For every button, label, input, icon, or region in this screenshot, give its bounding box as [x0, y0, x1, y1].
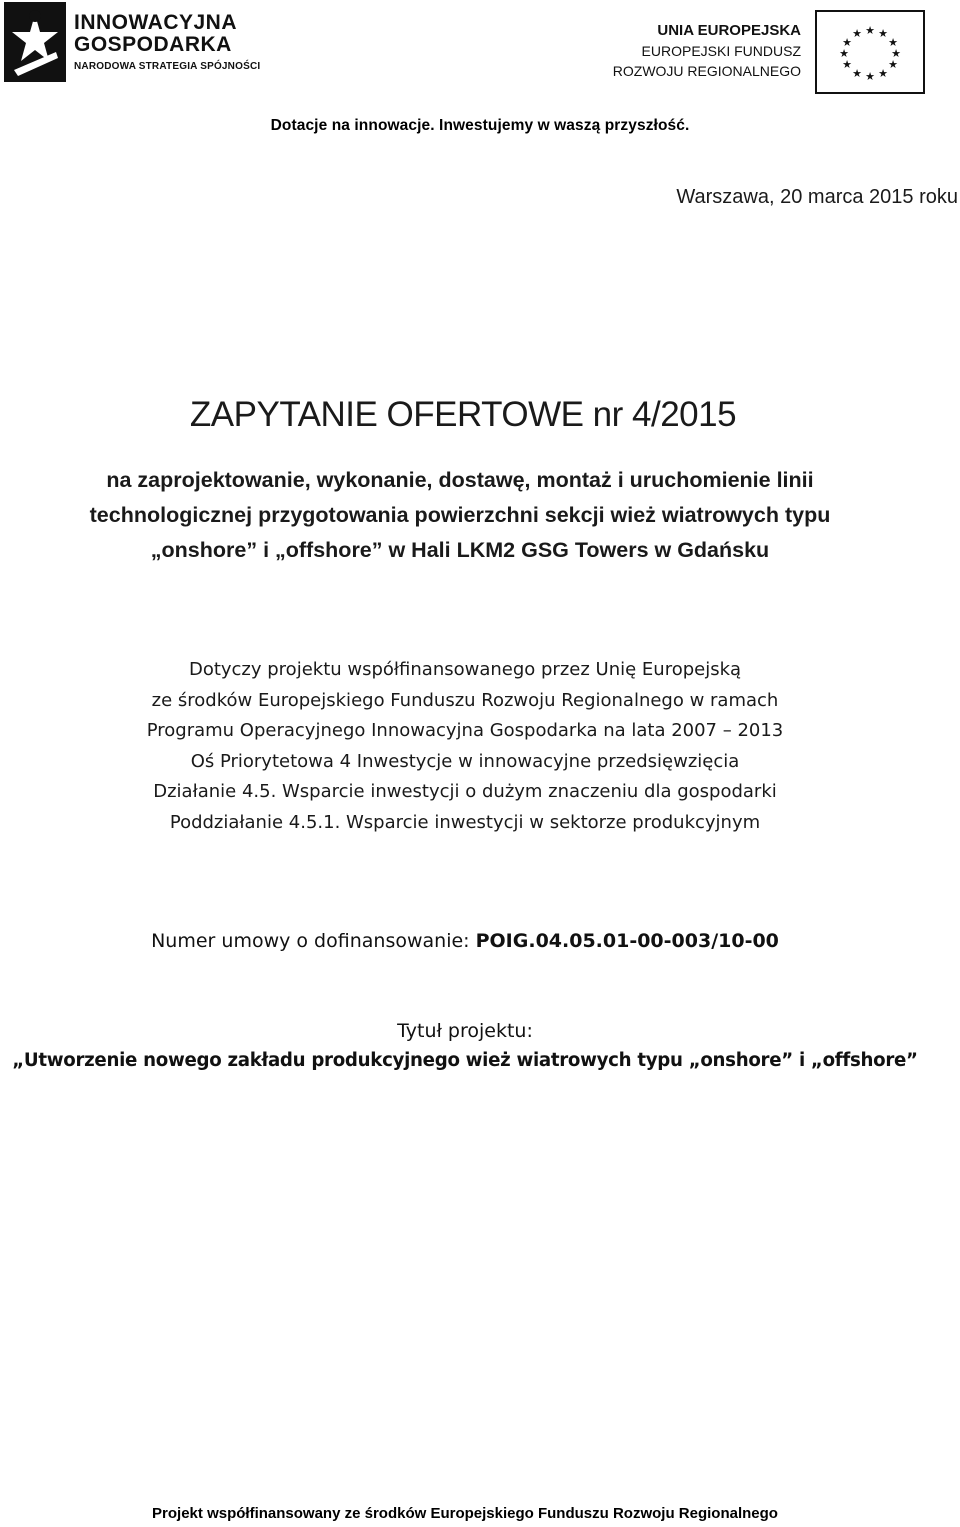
agreement-label: Numer umowy o dofinansowanie: — [151, 930, 476, 952]
svg-text:★: ★ — [878, 67, 888, 80]
eu-logo-line2: EUROPEJSKI FUNDUSZ — [641, 43, 801, 59]
eu-flag-icon — [815, 10, 925, 94]
project-info-line2: ze środków Europejskiego Funduszu Rozwoju Regionalnego w ramach — [151, 689, 779, 711]
page-title: ZAPYTANIE OFERTOWE nr 4/2015 — [189, 395, 737, 434]
star-figure-icon — [4, 2, 66, 82]
project-info-line1: Dotyczy projektu współfinansowanego przez Unię Europejską — [188, 659, 742, 680]
project-title-label: Tytuł projektu: — [397, 1020, 533, 1042]
subject-line2: technologicznej przygotowania powierzchni sekcji wież wiatrowych typu — [89, 503, 831, 527]
svg-text:★: ★ — [878, 27, 888, 40]
project-info-line3: Programu Operacyjnego Innowacyjna Gospodarka na lata 2007 – 2013 — [146, 720, 784, 741]
svg-text:★: ★ — [852, 27, 862, 40]
project-title-value: „Utworzenie nowego zakładu produkcyjnego wież wiatrowych typu „onshore” i „offshore” — [12, 1050, 918, 1071]
svg-text:★: ★ — [852, 67, 862, 80]
svg-text:★: ★ — [865, 24, 875, 37]
subject-line3: „onshore” i „offshore” w Hali LKM2 GSG Towers w Gdańsku — [150, 538, 770, 562]
svg-text:★: ★ — [888, 36, 898, 49]
project-info-line5: Działanie 4.5. Wsparcie inwestycji o dużym znaczeniu dla gospodarki — [153, 781, 777, 802]
project-info — [0, 655, 930, 838]
agreement-value: POIG.04.05.01-00-003/10-00 — [475, 930, 779, 952]
svg-text:★: ★ — [888, 58, 898, 71]
inquiry-subject — [10, 463, 910, 568]
ig-logo-line1: INNOWACYJNA — [74, 11, 238, 34]
innowacyjna-gospodarka-logo — [4, 2, 261, 82]
footer-note: Projekt współfinansowany ze środków Europejskiego Funduszu Rozwoju Regionalnego — [152, 1505, 778, 1522]
svg-text:★: ★ — [842, 36, 852, 49]
place-date: Warszawa, 20 marca 2015 roku — [676, 186, 958, 208]
svg-text:★: ★ — [839, 47, 849, 60]
agreement-number — [0, 930, 930, 952]
ig-logo-line3: NARODOWA STRATEGIA SPÓJNOŚCI — [74, 61, 261, 72]
project-info-line6: Poddziałanie 4.5.1. Wsparcie inwestycji w sektorze produkcyjnym — [169, 811, 761, 833]
svg-text:★: ★ — [842, 58, 852, 71]
motto: Dotacje na innowacje. Inwestujemy w waszą przyszłość. — [270, 117, 690, 134]
svg-text:★: ★ — [865, 70, 875, 83]
eu-logo-line3: ROZWOJU REGIONALNEGO — [612, 63, 801, 79]
project-info-line4: Oś Priorytetowa 4 Inwestycje w innowacyjne przedsięwzięcia — [190, 750, 740, 772]
subject-line1: na zaprojektowanie, wykonanie, dostawę, montaż i uruchomienie linii — [106, 468, 814, 492]
eu-logo-line1: UNIA EUROPEJSKA — [657, 22, 801, 39]
ig-logo-line2: GOSPODARKA — [74, 33, 232, 56]
svg-text:★: ★ — [891, 47, 901, 60]
eu-logo — [612, 8, 925, 94]
